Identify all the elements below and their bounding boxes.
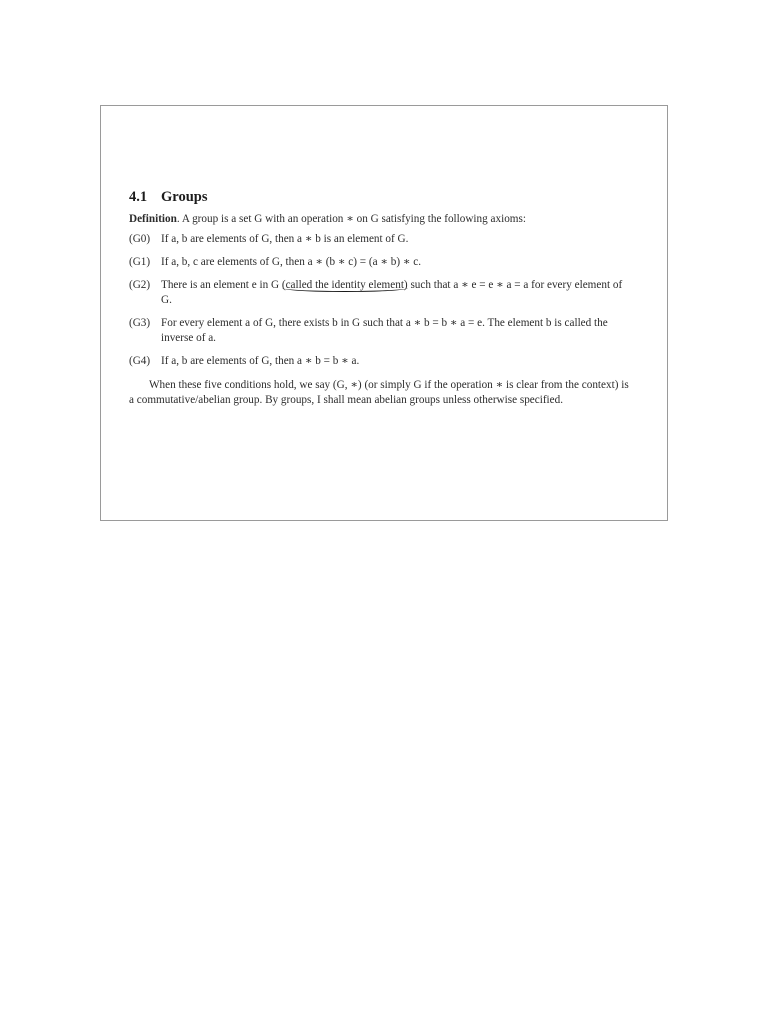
section-title: Groups [161,189,208,205]
axiom-label: (G1) [129,256,151,268]
axiom-label: (G3) [129,317,151,329]
axiom-text: If a, b are elements of G, then a ∗ b = b ∗ a. [161,355,360,367]
axiom-g1 [129,255,629,270]
page-frame [100,105,668,521]
axiom-label: (G2) [129,279,151,291]
closing-paragraph: When these five conditions hold, we say (G, ∗) (or simply G if the operation ∗ is clear from the context) is a commutative/abelian group. By groups, I shall mean abelian groups unless otherwise specified. [129,379,629,406]
axiom-text-before: There is an element e in G [161,279,282,291]
document-content [129,188,629,408]
definition-term: Definition [129,213,177,225]
section-number: 4.1 [129,189,148,205]
axiom-text: If a, b, c are elements of G, then a ∗ (b ∗ c) = (a ∗ b) ∗ c. [161,256,422,268]
definition-paragraph [129,212,629,227]
axiom-label: (G0) [129,233,151,245]
definition-text: . A group is a set G with an operation ∗ on G satisfying the following axioms: [176,213,526,225]
axiom-g0 [129,232,629,247]
axiom-g4 [129,354,629,369]
axiom-g3 [129,316,629,346]
section-heading [129,188,629,206]
axiom-text: If a, b are elements of G, then a ∗ b is an element of G. [161,233,409,245]
axiom-text-after: such that a ∗ e = e ∗ a = a for every element of G. [161,279,623,306]
axiom-g2 [129,278,629,308]
axiom-text: For every element a of G, there exists b in G such that a ∗ b = b ∗ a = e. The element b is called the inverse of a. [161,317,608,344]
axiom-label: (G4) [129,355,151,367]
handwritten-underline: (called the identity element) [281,279,408,291]
